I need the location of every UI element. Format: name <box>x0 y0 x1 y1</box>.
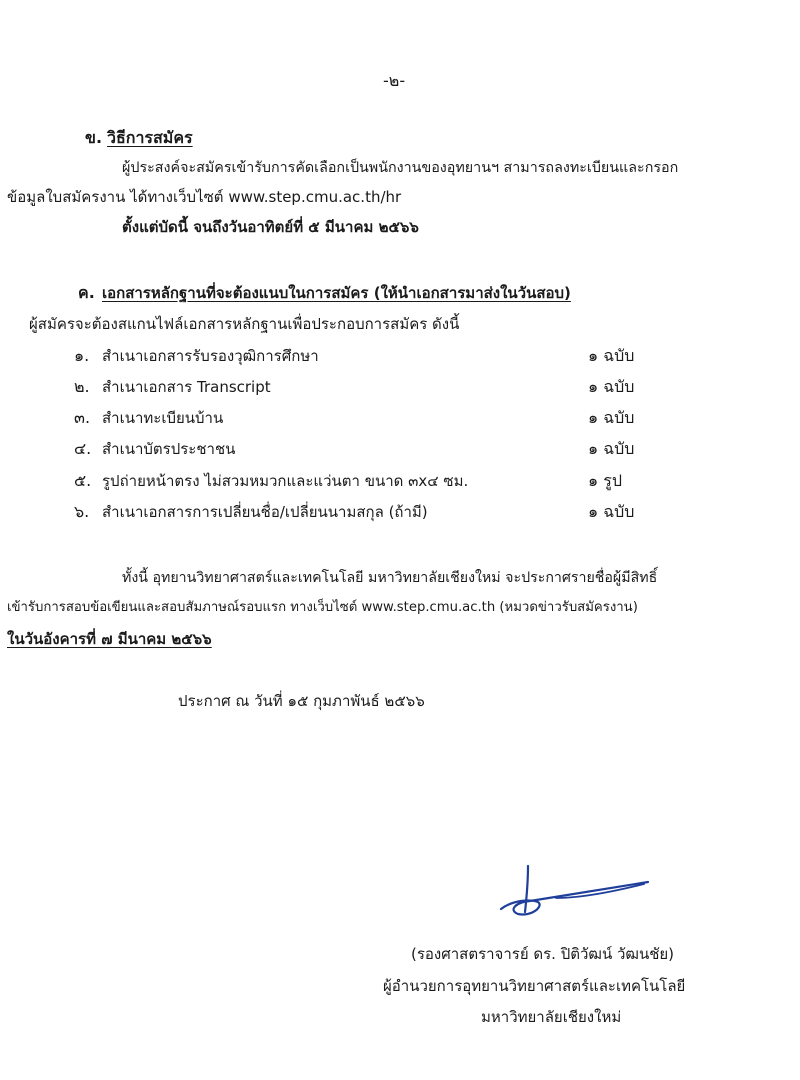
item-quantity: ๑ ฉบับ <box>588 377 635 396</box>
item-quantity: ๑ รูป <box>588 471 622 490</box>
item-number: ๒. <box>74 377 90 396</box>
closing-line2: เข้ารับการสอบข้อเขียนและสอบสัมภาษณ์รอบแรก ทางเว็บไซต์ www.step.cmu.ac.th (หมวดข่าวรับสมัครงาน) <box>7 600 638 615</box>
item-number: ๖. <box>74 502 90 521</box>
page-number: -๒- <box>383 71 406 90</box>
item-quantity: ๑ ฉบับ <box>588 346 635 365</box>
item-number: ๑. <box>74 346 90 365</box>
item-quantity: ๑ ฉบับ <box>588 408 635 427</box>
item-number: ๕. <box>74 471 92 490</box>
announce-date: ประกาศ ณ วันที่ ๑๕ กุมภาพันธ์ ๒๕๖๖ <box>178 692 425 710</box>
section-b-prefix: ข. <box>85 128 103 147</box>
signature-stroke <box>501 882 648 915</box>
closing-line3: ในวันอังคารที่ ๗ มีนาคม ๒๕๖๖ <box>7 630 212 648</box>
section-b-line2: ข้อมูลใบสมัครงาน ได้ทางเว็บไซต์ www.step.cmu.ac.th/hr <box>7 188 402 206</box>
signature-image <box>498 862 658 922</box>
section-c-intro: ผู้สมัครจะต้องสแกนไฟล์เอกสารหลักฐานเพื่อประกอบการสมัคร ดังนี้ <box>29 315 460 333</box>
signatory-org: มหาวิทยาลัยเชียงใหม่ <box>481 1008 622 1026</box>
item-number: ๔. <box>74 439 92 458</box>
closing-line1: ทั้งนี้ อุทยานวิทยาศาสตร์และเทคโนโลยี มหาวิทยาลัยเชียงใหม่ จะประกาศรายชื่อผู้มีสิทธิ์ <box>122 570 658 586</box>
signature-stroke <box>525 866 528 912</box>
section-c-heading: เอกสารหลักฐานที่จะต้องแนบในการสมัคร (ให้นำเอกสารมาส่งในวันสอบ) <box>102 284 571 302</box>
item-text: รูปถ่ายหน้าตรง ไม่สวมหมวกและแว่นตา ขนาด ๓x๔ ซม. <box>102 472 469 490</box>
section-b-heading: วิธีการสมัคร <box>107 128 193 147</box>
signatory-name: (รองศาสตราจารย์ ดร. ปิติวัฒน์ วัฒนชัย) <box>411 945 675 963</box>
section-b-deadline: ตั้งแต่บัดนี้ จนถึงวันอาทิตย์ที่ ๕ มีนาคม ๒๕๖๖ <box>122 218 419 236</box>
signatory-position: ผู้อำนวยการอุทยานวิทยาศาสตร์และเทคโนโลยี <box>383 977 686 995</box>
section-b-line1: ผู้ประสงค์จะสมัครเข้ารับการคัดเลือกเป็นพนักงานของอุทยานฯ สามารถลงทะเบียนและกรอก <box>122 160 679 176</box>
item-text: สำเนาทะเบียนบ้าน <box>102 409 224 427</box>
signature-stroke <box>556 884 644 898</box>
item-text: สำเนาเอกสารรับรองวุฒิการศึกษา <box>102 347 319 365</box>
item-number: ๓. <box>74 408 91 427</box>
item-quantity: ๑ ฉบับ <box>588 439 635 458</box>
item-text: สำเนาบัตรประชาชน <box>102 440 236 458</box>
section-c-prefix: ค. <box>78 283 95 302</box>
item-quantity: ๑ ฉบับ <box>588 502 635 521</box>
item-text: สำเนาเอกสาร Transcript <box>102 378 271 396</box>
item-text: สำเนาเอกสารการเปลี่ยนชื่อ/เปลี่ยนนามสกุล (ถ้ามี) <box>102 503 428 521</box>
